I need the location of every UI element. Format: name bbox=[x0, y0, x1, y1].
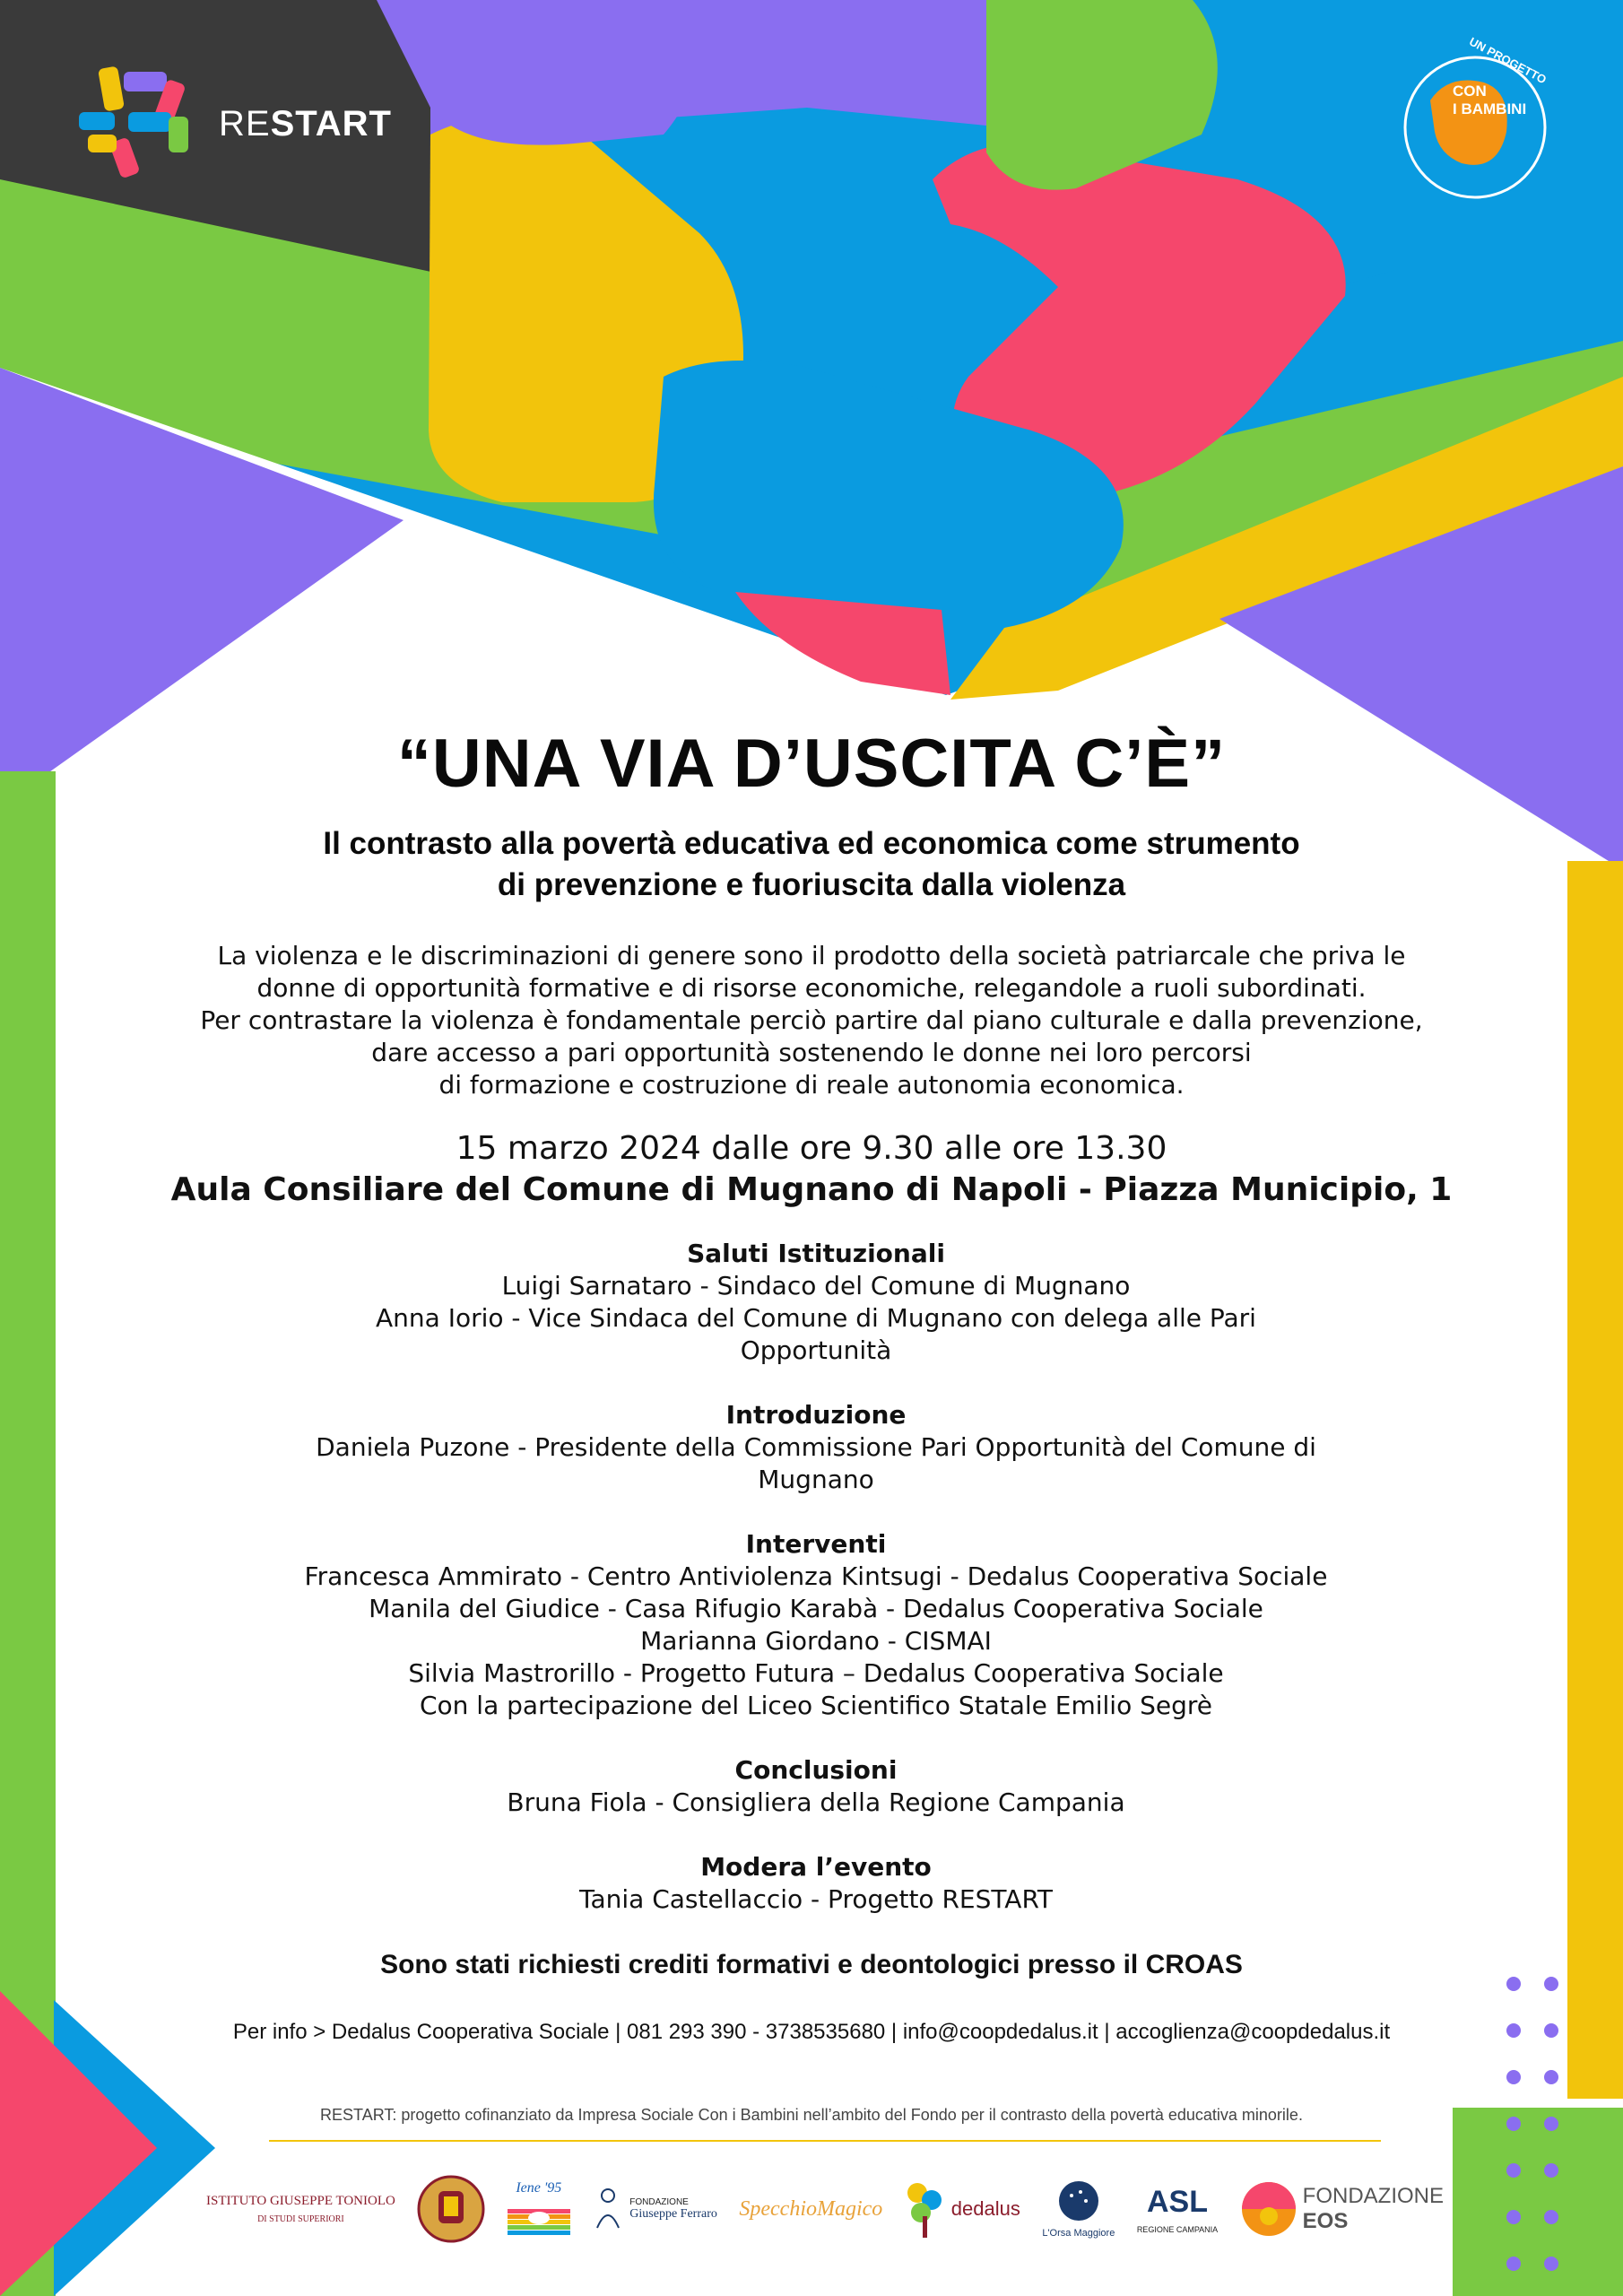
subtitle-line: di prevenzione e fuoriuscita dalla violenza bbox=[497, 867, 1126, 902]
intro-line: Per contrastare la violenza è fondamentale perciò partire dal piano culturale e dalla prevenzione, bbox=[200, 1005, 1423, 1035]
restart-hands-icon bbox=[79, 63, 204, 188]
partner-name-line2: I BAMBINI bbox=[1453, 100, 1527, 117]
toniolo-sub: DI STUDI SUPERIORI bbox=[257, 2214, 344, 2224]
orsa-circle-icon bbox=[1057, 2179, 1100, 2222]
section-line: Anna Iorio - Vice Sindaca del Comune di Mugnano con delega alle Pari bbox=[376, 1303, 1256, 1333]
orsa-maggiore-name: L'Orsa Maggiore bbox=[1042, 2228, 1115, 2239]
intro-line: La violenza e le discriminazioni di genere sono il prodotto della società patriarcale che priva le bbox=[217, 941, 1406, 970]
section-line: Con la partecipazione del Liceo Scientifico Statale Emilio Segrè bbox=[419, 1691, 1213, 1720]
partner-name-line1: CON bbox=[1453, 83, 1487, 100]
section-conclusioni bbox=[224, 1754, 1408, 1819]
municipality-crest-logo[interactable] bbox=[417, 2175, 485, 2243]
toniolo-name: ISTITUTO GIUSEPPE TONIOLO bbox=[206, 2194, 395, 2208]
dedalus-logo[interactable] bbox=[905, 2180, 1020, 2238]
section-interventi bbox=[224, 1528, 1408, 1722]
section-line: Francesca Ammirato - Centro Antiviolenza Kintsugi - Dedalus Cooperativa Sociale bbox=[304, 1561, 1328, 1591]
section-line: Silvia Mastrorillo - Progetto Futura – Dedalus Cooperativa Sociale bbox=[408, 1658, 1224, 1688]
section-modera bbox=[224, 1851, 1408, 1916]
asl-name: ASL bbox=[1146, 2184, 1208, 2219]
fondazione-eos-logo[interactable] bbox=[1240, 2180, 1444, 2238]
toniolo-logo[interactable] bbox=[206, 2194, 395, 2224]
section-line: Luigi Sarnataro - Sindaco del Comune di Mugnano bbox=[501, 1271, 1131, 1300]
section-line: Opportunità bbox=[740, 1335, 892, 1365]
eos-name: EOS bbox=[1302, 2209, 1349, 2233]
asl-sub: REGIONE CAMPANIA bbox=[1136, 2224, 1219, 2234]
section-heading: Interventi bbox=[745, 1529, 887, 1559]
specchio-magico-logo[interactable] bbox=[739, 2197, 882, 2222]
intro-line: dare accesso a pari opportunità sostenendo le donne nei loro percorsi bbox=[371, 1038, 1252, 1067]
intro-paragraph bbox=[0, 940, 1623, 1101]
restart-wordmark-start: START bbox=[270, 104, 392, 144]
event-subtitle bbox=[0, 823, 1623, 906]
restart-wordmark bbox=[219, 104, 392, 144]
asl-napoli-logo[interactable] bbox=[1137, 2185, 1218, 2234]
partner-name bbox=[1453, 83, 1526, 118]
eos-sun-icon bbox=[1240, 2180, 1298, 2238]
specchio-magico-name: SpecchioMagico bbox=[739, 2196, 883, 2221]
section-saluti bbox=[224, 1238, 1408, 1367]
ferraro-figure-icon bbox=[592, 2187, 624, 2231]
ferraro-name: Giuseppe Ferraro bbox=[629, 2206, 717, 2221]
dedalus-shape-icon bbox=[905, 2180, 946, 2238]
section-line: Manila del Giudice - Casa Rifugio Karabà - Dedalus Cooperativa Sociale bbox=[369, 1594, 1263, 1623]
partner-tagline: UN PROGETTO bbox=[1467, 34, 1549, 87]
orsa-maggiore-logo[interactable] bbox=[1042, 2179, 1115, 2239]
rainbow-dove-icon bbox=[508, 2202, 570, 2238]
intro-line: di formazione e costruzione di reale autonomia economica. bbox=[438, 1070, 1185, 1100]
event-venue: Aula Consiliare del Comune di Mugnano di Napoli - Piazza Municipio, 1 bbox=[170, 1171, 1453, 1208]
section-line: Tania Castellaccio - Progetto RESTART bbox=[579, 1884, 1053, 1914]
restart-wordmark-re: RE bbox=[219, 104, 271, 144]
footer-divider bbox=[269, 2140, 1381, 2142]
section-line: Daniela Puzone - Presidente della Commissione Pari Opportunità del Comune di bbox=[316, 1432, 1316, 1462]
section-heading: Conclusioni bbox=[734, 1755, 898, 1785]
section-introduzione bbox=[224, 1399, 1408, 1496]
section-heading: Modera l’evento bbox=[700, 1852, 932, 1882]
section-line: Bruna Fiola - Consigliera della Regione Campania bbox=[507, 1787, 1125, 1817]
croas-credits-note: Sono stati richiesti crediti formativi e deontologici presso il CROAS bbox=[380, 1950, 1243, 1979]
funding-note: RESTART: progetto cofinanziato da Impresa Sociale Con i Bambini nell’ambito del Fondo per il contrasto della povertà educativa minorile. bbox=[320, 2106, 1303, 2124]
section-heading: Introduzione bbox=[725, 1400, 907, 1430]
section-heading: Saluti Istituzionali bbox=[687, 1239, 945, 1268]
sponsor-logos bbox=[206, 2160, 1444, 2258]
ferraro-top: FONDAZIONE bbox=[629, 2196, 689, 2207]
municipality-crest-icon bbox=[417, 2175, 485, 2243]
iene-95-logo[interactable] bbox=[508, 2180, 570, 2238]
con-i-bambini-logo[interactable] bbox=[1399, 34, 1551, 208]
contact-info[interactable]: Per info > Dedalus Cooperativa Sociale | 081 293 390 - 3738535680 | info@coopdedalus.it | accoglienza@coopdedalus.it bbox=[232, 2020, 1391, 2044]
event-title: “UNA VIA D’USCITA C’È” bbox=[396, 726, 1227, 802]
event-datetime: 15 marzo 2024 dalle ore 9.30 alle ore 13.30 bbox=[456, 1130, 1167, 1167]
restart-logo[interactable] bbox=[79, 63, 402, 197]
fondazione-ferraro-logo[interactable] bbox=[592, 2187, 717, 2231]
dedalus-name: dedalus bbox=[950, 2197, 1020, 2220]
intro-line: donne di opportunità formative e di risorse economiche, relegandole a ruoli subordinati. bbox=[256, 973, 1367, 1003]
section-line: Mugnano bbox=[758, 1465, 874, 1494]
eos-top: FONDAZIONE bbox=[1302, 2184, 1444, 2208]
subtitle-line: Il contrasto alla povertà educativa ed economica come strumento bbox=[323, 826, 1300, 861]
iene-95-name: Iene '95 bbox=[516, 2180, 562, 2196]
section-line: Marianna Giordano - CISMAI bbox=[640, 1626, 992, 1656]
